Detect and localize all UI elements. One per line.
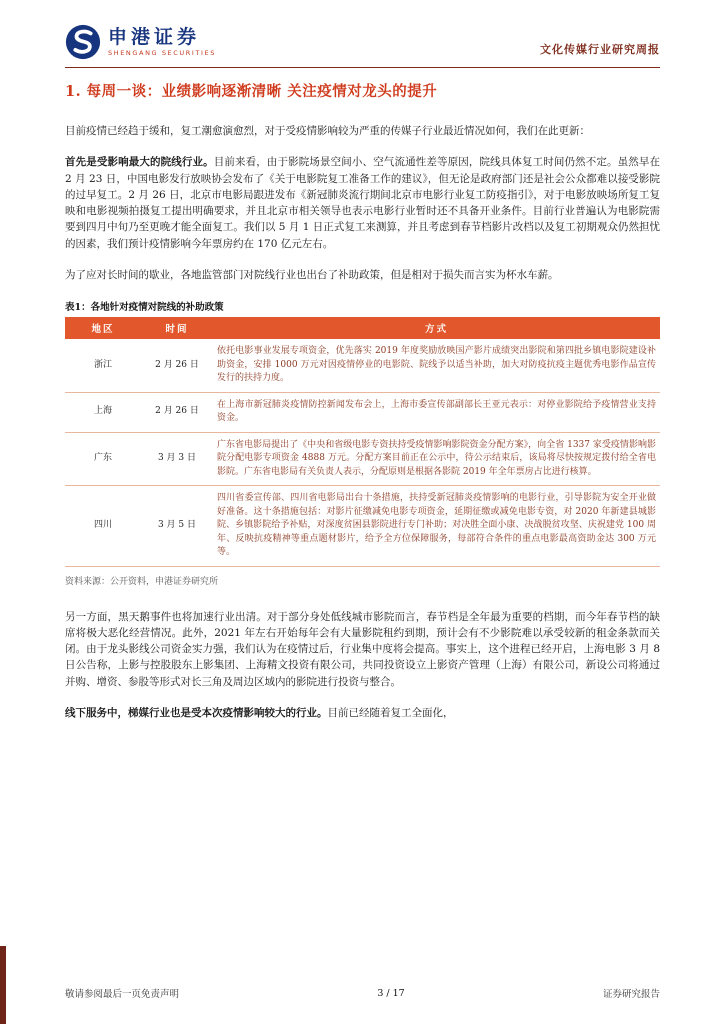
table-row [65,339,660,392]
paragraph-elevator-media-lead: 线下服务中，梯媒行业也是受本次疫情影响较大的行业。 [65,706,328,719]
shengang-logo-icon [65,24,101,60]
footer-disclaimer: 敬请参阅最后一页免责声明 [65,989,180,1000]
subsidy-table [65,317,660,567]
footer-report-label: 证券研究报告 [602,989,660,1000]
policy-cell: 四川省委宣传部、四川省电影局出台十条措施，扶持受新冠肺炎疫情影响的电影行业，引导影院为安全开业做好准备。这十条措施包括：对影片征缴减免电影专项资金，延期征缴或减免电影专资，对 2020 年新建县城影院、乡镇影院给予补贴，对深度贫困县影院进行专门补助；对决胜全面小康、决战脱贫攻坚、庆祝建党 100 周年、反映抗疫精神等重点题材影片，给予全方位保障服务，每部符合条件的重点电影最高资助金达 300 万元等。 [213,486,660,567]
brand-name-en: SHENGANG SECURITIES [108,48,216,57]
paragraph-elevator-media [65,705,660,721]
paragraph-consolidation: 另一方面，黑天鹅事件也将加速行业出清。对于部分身处低线城市影院而言，春节档是全年最为重要的档期，而今年春节档的缺席将极大恶化经营情况。此外，2021 年左右开始每年会有大量影院租约到期，预计会有不少影院难以承受较新的租金条款而关闭。由于龙头影线公司资金实力强，我们认为在疫情过后，行业集中度将会提高。事实上，这个进程已经开启，上海电影 3 月 8 日公告称，上影与控股股东上影集团、上海精文投资有限公司，共同投资设立上影资产管理（上海）有限公司，新设公司将通过并购、增资、参股等形式对长三角及周边区域内的影院进行投资与整合。 [65,610,660,688]
brand-logo [65,24,216,60]
policy-cell: 在上海市新冠肺炎疫情防控新闻发布会上，上海市委宣传部副部长王亚元表示：对停业影院给予疫情营业支持资金。 [213,392,660,432]
brand-name [108,25,216,57]
policy-cell: 广东省电影局提出了《中央和省级电影专资扶持受疫情影响影院资金分配方案》，向全省 1337 家受疫情影响影院分配电影专项资金 4888 万元。分配方案目前正在公示中，待公示结束后，该局将尽快按规定拨付给全省电影院。广东省电影局有关负责人表示，分配原则是根据各影院 2019 年全年票房占比进行核算。 [213,432,660,486]
region-cell: 浙江 [65,339,141,392]
footer-accent-bar [0,946,6,1024]
paragraph-intro: 目前疫情已经趋于缓和，复工潮愈演愈烈，对于受疫情影响较为严重的传媒子行业最近情况如何，我们在此更新： [65,125,590,137]
report-type-label: 文化传媒行业研究周报 [540,43,660,56]
region-cell: 上海 [65,392,141,432]
date-cell: 2 月 26 日 [141,392,213,432]
paragraph-subsidy: 为了应对长时间的歇业，各地监管部门对院线行业也出台了补助政策，但是相对于损失而言实为杯水车薪。 [65,268,559,281]
table-row [65,392,660,432]
paragraph-cinema-body: 目前来看，由于影院场景空间小、空气流通性差等原因，院线具体复工时间仍然不定。虽然早在 2 月 23 日，中国电影发行放映协会发布了《关于电影院复工准备工作的建议》，但无论是政府部门还是社会公众都难以接受影院的过早复工。2 月 26 日，北京市电影局跟进发布《新冠肺炎流行期间北京市电影行业复工防疫指引》，对于电影放映场所复工复映和电影视频拍摄复工提出明确要求，并且北京市相关领导也表示电影行业暂时还不具备开业条件。目前行业普遍认为电影院需要到四月中旬乃至更晚才能全面复工。我们以 5 月 1 日正式复工来测算，并且考虑到春节档影片改档以及复工初期观众仍然担忧的因素，我们预计疫情影响今年票房约在 170 亿元左右。 [65,156,660,250]
page-footer [65,986,660,1000]
table-row [65,432,660,486]
report-content [65,80,660,721]
section-title: 1. 每周一谈：业绩影响逐渐清晰 关注疫情对龙头的提升 [65,83,438,100]
page-header [65,24,660,68]
paragraph-cinema [65,154,660,252]
date-cell: 3 月 5 日 [141,486,213,567]
col-header-policy: 方式 [213,317,660,339]
date-cell: 2 月 26 日 [141,339,213,392]
policy-cell: 依托电影事业发展专项资金，优先落实 2019 年度奖励放映国产影片成绩突出影院和第四批乡镇电影院建设补助资金，安排 1000 万元对因疫情停业的电影院、院线予以适当补助，加大对防疫抗疫主题优秀电影作品宣传发行的扶持力度。 [213,339,660,392]
region-cell: 四川 [65,486,141,567]
table-header-row [65,317,660,339]
paragraph-elevator-media-body: 目前已经随着复工全面化， [327,706,454,719]
region-cell: 广东 [65,432,141,486]
paragraph-cinema-lead: 首先是受影响最大的院线行业。 [65,156,214,169]
table-source-note: 资料来源：公开资料，申港证券研究所 [65,576,219,587]
subsidy-table-block [65,299,660,587]
date-cell: 3 月 3 日 [141,432,213,486]
col-header-region: 地区 [65,317,141,339]
table-caption: 表1：各地针对疫情对院线的补助政策 [65,302,224,314]
page-number: 3 / 17 [377,987,405,999]
col-header-date: 时间 [141,317,213,339]
brand-name-cn: 申港证券 [108,25,201,48]
table-row [65,486,660,567]
